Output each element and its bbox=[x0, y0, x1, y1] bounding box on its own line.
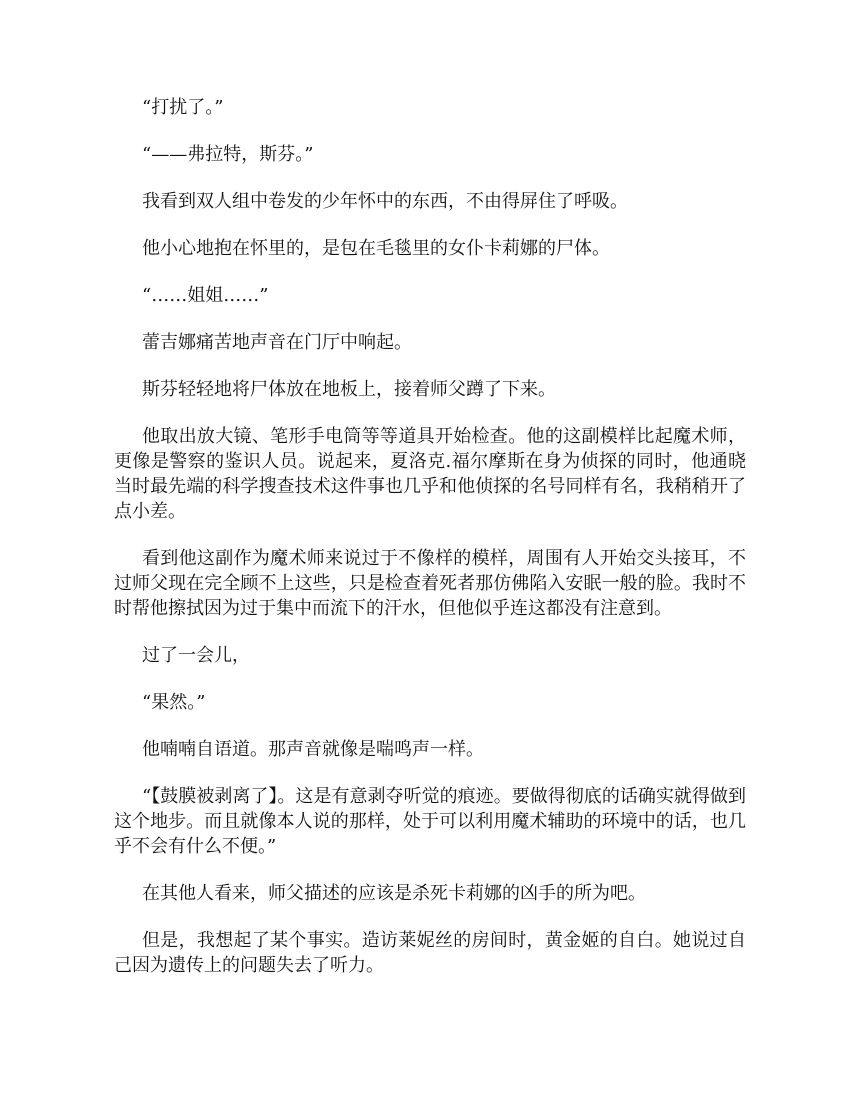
document-page bbox=[114, 95, 746, 1000]
paragraph: “【鼓膜被剥离了】。这是有意剥夺听觉的痕迹。要做得彻底的话确实就得做到这个地步。而且就像本人说的那样，处于可以利用魔术辅助的环境中的话，也几乎不会有什么不便。” bbox=[114, 786, 746, 857]
paragraph: “打扰了。” bbox=[142, 97, 224, 118]
paragraph: 蕾吉娜痛苦地声音在门厅中响起。 bbox=[142, 332, 412, 353]
paragraph: 在其他人看来，师父描述的应该是杀死卡莉娜的凶手的所为吧。 bbox=[142, 883, 646, 904]
paragraph: “……姐姐……” bbox=[142, 285, 269, 306]
paragraph: 他取出放大镜、笔形手电筒等等道具开始检查。他的这副模样比起魔术师，更像是警察的鉴识人员。说起来，夏洛克.福尔摩斯在身为侦探的同时，他通晓当时最先端的科学搜查技术这件事也几乎和他侦探的名号同样有名，我稍稍开了点小差。 bbox=[114, 426, 746, 522]
paragraph: 我看到双人组中卷发的少年怀中的东西，不由得屏住了呼吸。 bbox=[142, 191, 628, 212]
paragraph: 他喃喃自语道。那声音就像是喘鸣声一样。 bbox=[142, 739, 484, 760]
paragraph: 斯芬轻轻地将尸体放在地板上，接着师父蹲了下来。 bbox=[142, 379, 556, 400]
paragraph: “——弗拉特，斯芬。” bbox=[142, 144, 314, 165]
paragraph: 看到他这副作为魔术师来说过于不像样的模样，周围有人开始交头接耳，不过师父现在完全顾不上这些，只是检查着死者那仿佛陷入安眠一般的脸。我时不时帮他擦拭因为过于集中而流下的汗水，但他似乎连这都没有注意到。 bbox=[114, 548, 746, 619]
paragraph: 过了一会儿， bbox=[142, 645, 250, 666]
paragraph: 但是，我想起了某个事实。造访莱妮丝的房间时，黄金姬的自白。她说过自己因为遗传上的问题失去了听力。 bbox=[114, 930, 746, 976]
paragraph: “果然。” bbox=[142, 692, 206, 713]
paragraph: 他小心地抱在怀里的，是包在毛毯里的女仆卡莉娜的尸体。 bbox=[142, 238, 610, 259]
